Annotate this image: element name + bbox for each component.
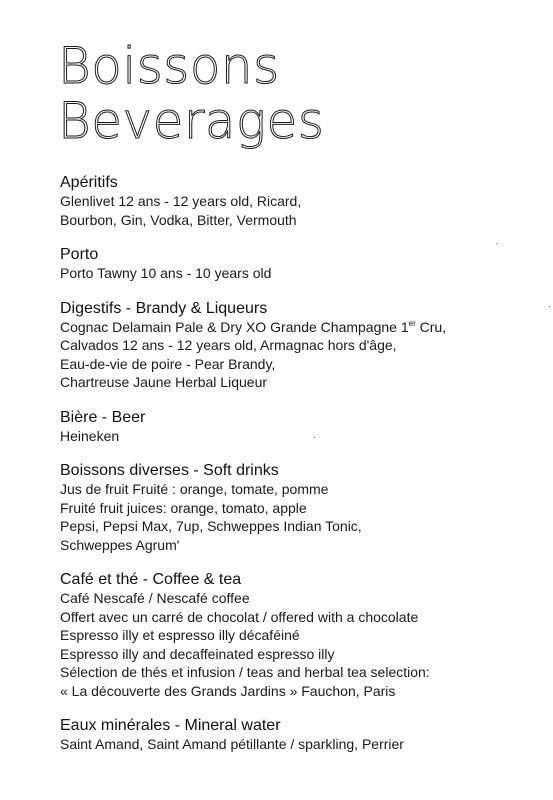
section-heading: Porto bbox=[60, 246, 99, 263]
menu-line: Schweppes Agrum' bbox=[60, 536, 180, 553]
menu-line: Chartreuse Jaune Herbal Liqueur bbox=[60, 374, 268, 390]
menu-line: Porto Tawny 10 ans - 10 years old bbox=[60, 265, 272, 281]
section-aperitifs bbox=[60, 173, 540, 229]
menu-line: Café Nescafé / Nescafé coffee bbox=[60, 590, 250, 606]
scan-speck bbox=[496, 243, 497, 244]
section-heading: Bière - Beer bbox=[60, 408, 146, 426]
menu-line: Fruité fruit juices: orange, tomato, apple bbox=[60, 499, 307, 516]
menu-line: Pepsi, Pepsi Max, 7up, Schweppes Indian Tonic, bbox=[60, 518, 362, 534]
scan-speck bbox=[549, 306, 550, 307]
section-digestifs bbox=[60, 299, 540, 392]
menu-line-suffix: Cru, bbox=[415, 318, 447, 335]
menu-line: Bourbon, Gin, Vodka, Bitter, Vermouth bbox=[60, 211, 297, 228]
menu-line: Jus de fruit Fruité : orange, tomate, pomme bbox=[60, 481, 329, 497]
section-heading: Apéritifs bbox=[60, 174, 118, 191]
section-heading: Digestifs - Brandy & Liqueurs bbox=[60, 299, 268, 317]
menu-line: Eau-de-vie de poire - Pear Brandy, bbox=[60, 355, 276, 372]
menu-line: Heineken bbox=[60, 427, 120, 444]
section-heading: Boissons diverses - Soft drinks bbox=[60, 462, 279, 479]
section-heading: Eaux minérales - Mineral water bbox=[60, 717, 281, 734]
section-beer bbox=[60, 408, 540, 446]
section-mineral-water bbox=[60, 716, 540, 754]
menu-line: Calvados 12 ans - 12 years old, Armagnac hors d'âge, bbox=[60, 337, 397, 353]
section-porto bbox=[60, 245, 540, 283]
section-coffee-tea bbox=[60, 570, 540, 700]
section-soft-drinks bbox=[60, 461, 540, 554]
menu-line: Espresso illy et espresso illy décaféiné bbox=[60, 627, 300, 643]
menu-line: Espresso illy and decaffeinated espresso illy bbox=[60, 645, 335, 662]
menu-line-text: Cognac Delamain Pale & Dry XO Grande Champagne 1 bbox=[60, 318, 409, 335]
page-title-french: Boissons bbox=[58, 37, 280, 95]
menu-line: Sélection de thés et infusion / teas and herbal tea selection: bbox=[60, 664, 430, 680]
menu-line: Glenlivet 12 ans - 12 years old, Ricard, bbox=[60, 193, 302, 209]
menu-line: Saint Amand, Saint Amand pétillante / sparkling, Perrier bbox=[60, 736, 404, 752]
menu-line bbox=[60, 318, 540, 337]
section-heading: Café et thé - Coffee & tea bbox=[60, 571, 242, 588]
menu-content bbox=[60, 173, 540, 770]
menu-line: « La découverte des Grands Jardins » Fauchon, Paris bbox=[60, 682, 396, 699]
ordinal-superscript: er bbox=[408, 318, 416, 328]
scan-speck bbox=[314, 437, 315, 438]
menu-line: Offert avec un carré de chocolat / offered with a chocolate bbox=[60, 608, 419, 625]
page-title-english: Beverages bbox=[58, 92, 325, 150]
